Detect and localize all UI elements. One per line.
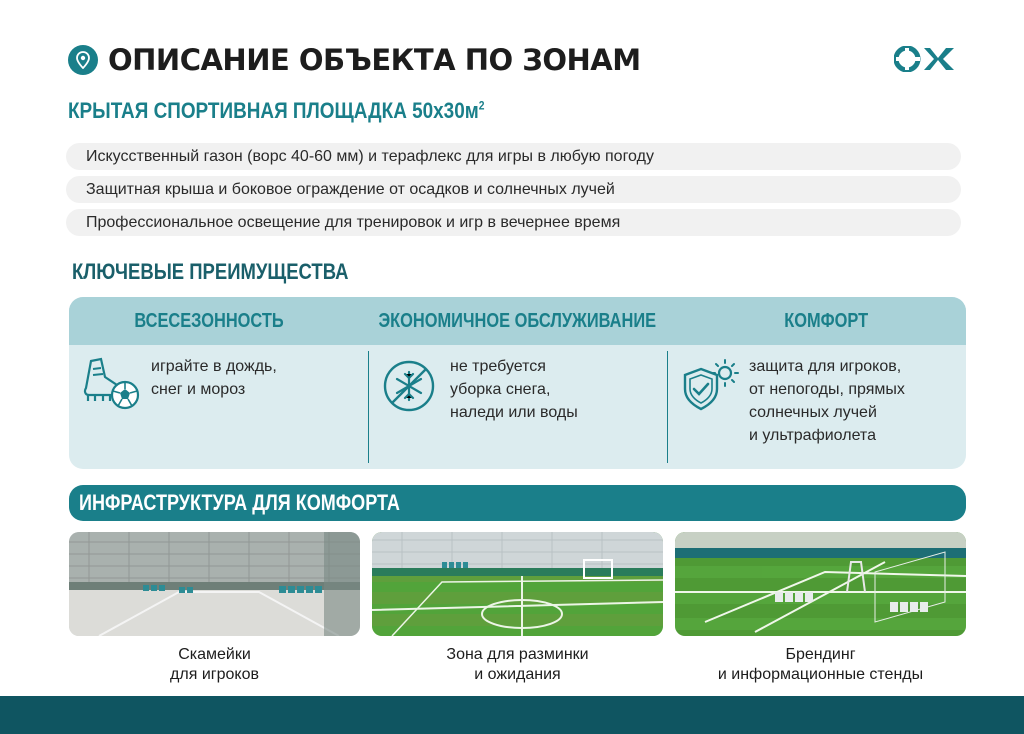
advantage-heading: КОМФОРТ — [784, 309, 869, 332]
advantage-all-season — [69, 345, 368, 469]
ok-logo — [894, 46, 956, 72]
facility-subtitle: КРЫТАЯ СПОРТИВНАЯ ПЛОЩАДКА $50х30м^2$ — [68, 98, 485, 123]
advantage-comfort — [667, 345, 966, 469]
benches-photo — [69, 532, 360, 636]
page-header — [68, 40, 641, 80]
infrastructure-title-bar — [69, 485, 966, 521]
photo-caption: Скамейки для игроков — [170, 646, 259, 683]
page-title: ОПИСАНИЕ ОБЪЕКТА ПО ЗОНАМ — [108, 43, 641, 77]
location-pin-icon — [68, 45, 98, 75]
advantage-heading: ВСЕСЕЗОННОСТЬ — [133, 309, 284, 332]
advantage-text: играйте в дождь, снег и мороз — [151, 358, 277, 398]
feature-list — [66, 143, 961, 242]
advantage-text: не требуется уборка снега, наледи или воды — [450, 358, 578, 421]
photo-caption: Брендинг и информационные стенды — [717, 646, 924, 683]
advantage-text: защита для игроков, от непогоды, прямых солнечных лучей и ультрафиолета — [749, 358, 905, 444]
advantage-maintenance — [368, 345, 667, 469]
advantage-heading: ЭКОНОМИЧНОЕ ОБСЛУЖИВАНИЕ — [378, 309, 657, 332]
boot-ball-icon — [79, 355, 141, 417]
feature-item: Искусственный газон (ворс 40-60 мм) и терафлекс для игры в любую погоду — [66, 143, 961, 170]
shield-sun-icon — [677, 355, 739, 417]
advantages-title: КЛЮЧЕВЫЕ ПРЕИМУЩЕСТВА — [72, 259, 349, 284]
warmup-zone-photo — [372, 532, 663, 636]
advantages-panel — [69, 297, 966, 469]
infrastructure-title: ИНФРАСТРУКТУРА ДЛЯ КОМФОРТА — [79, 490, 400, 515]
no-snow-icon — [378, 355, 440, 417]
feature-item: Профессиональное освещение для тренировок и игр в вечернее время — [66, 209, 961, 236]
branding-photo — [675, 532, 966, 636]
photo-caption: Зона для разминки и ожидания — [446, 646, 589, 683]
feature-item: Защитная крыша и боковое ограждение от осадков и солнечных лучей — [66, 176, 961, 203]
footer-bar — [0, 696, 1024, 734]
